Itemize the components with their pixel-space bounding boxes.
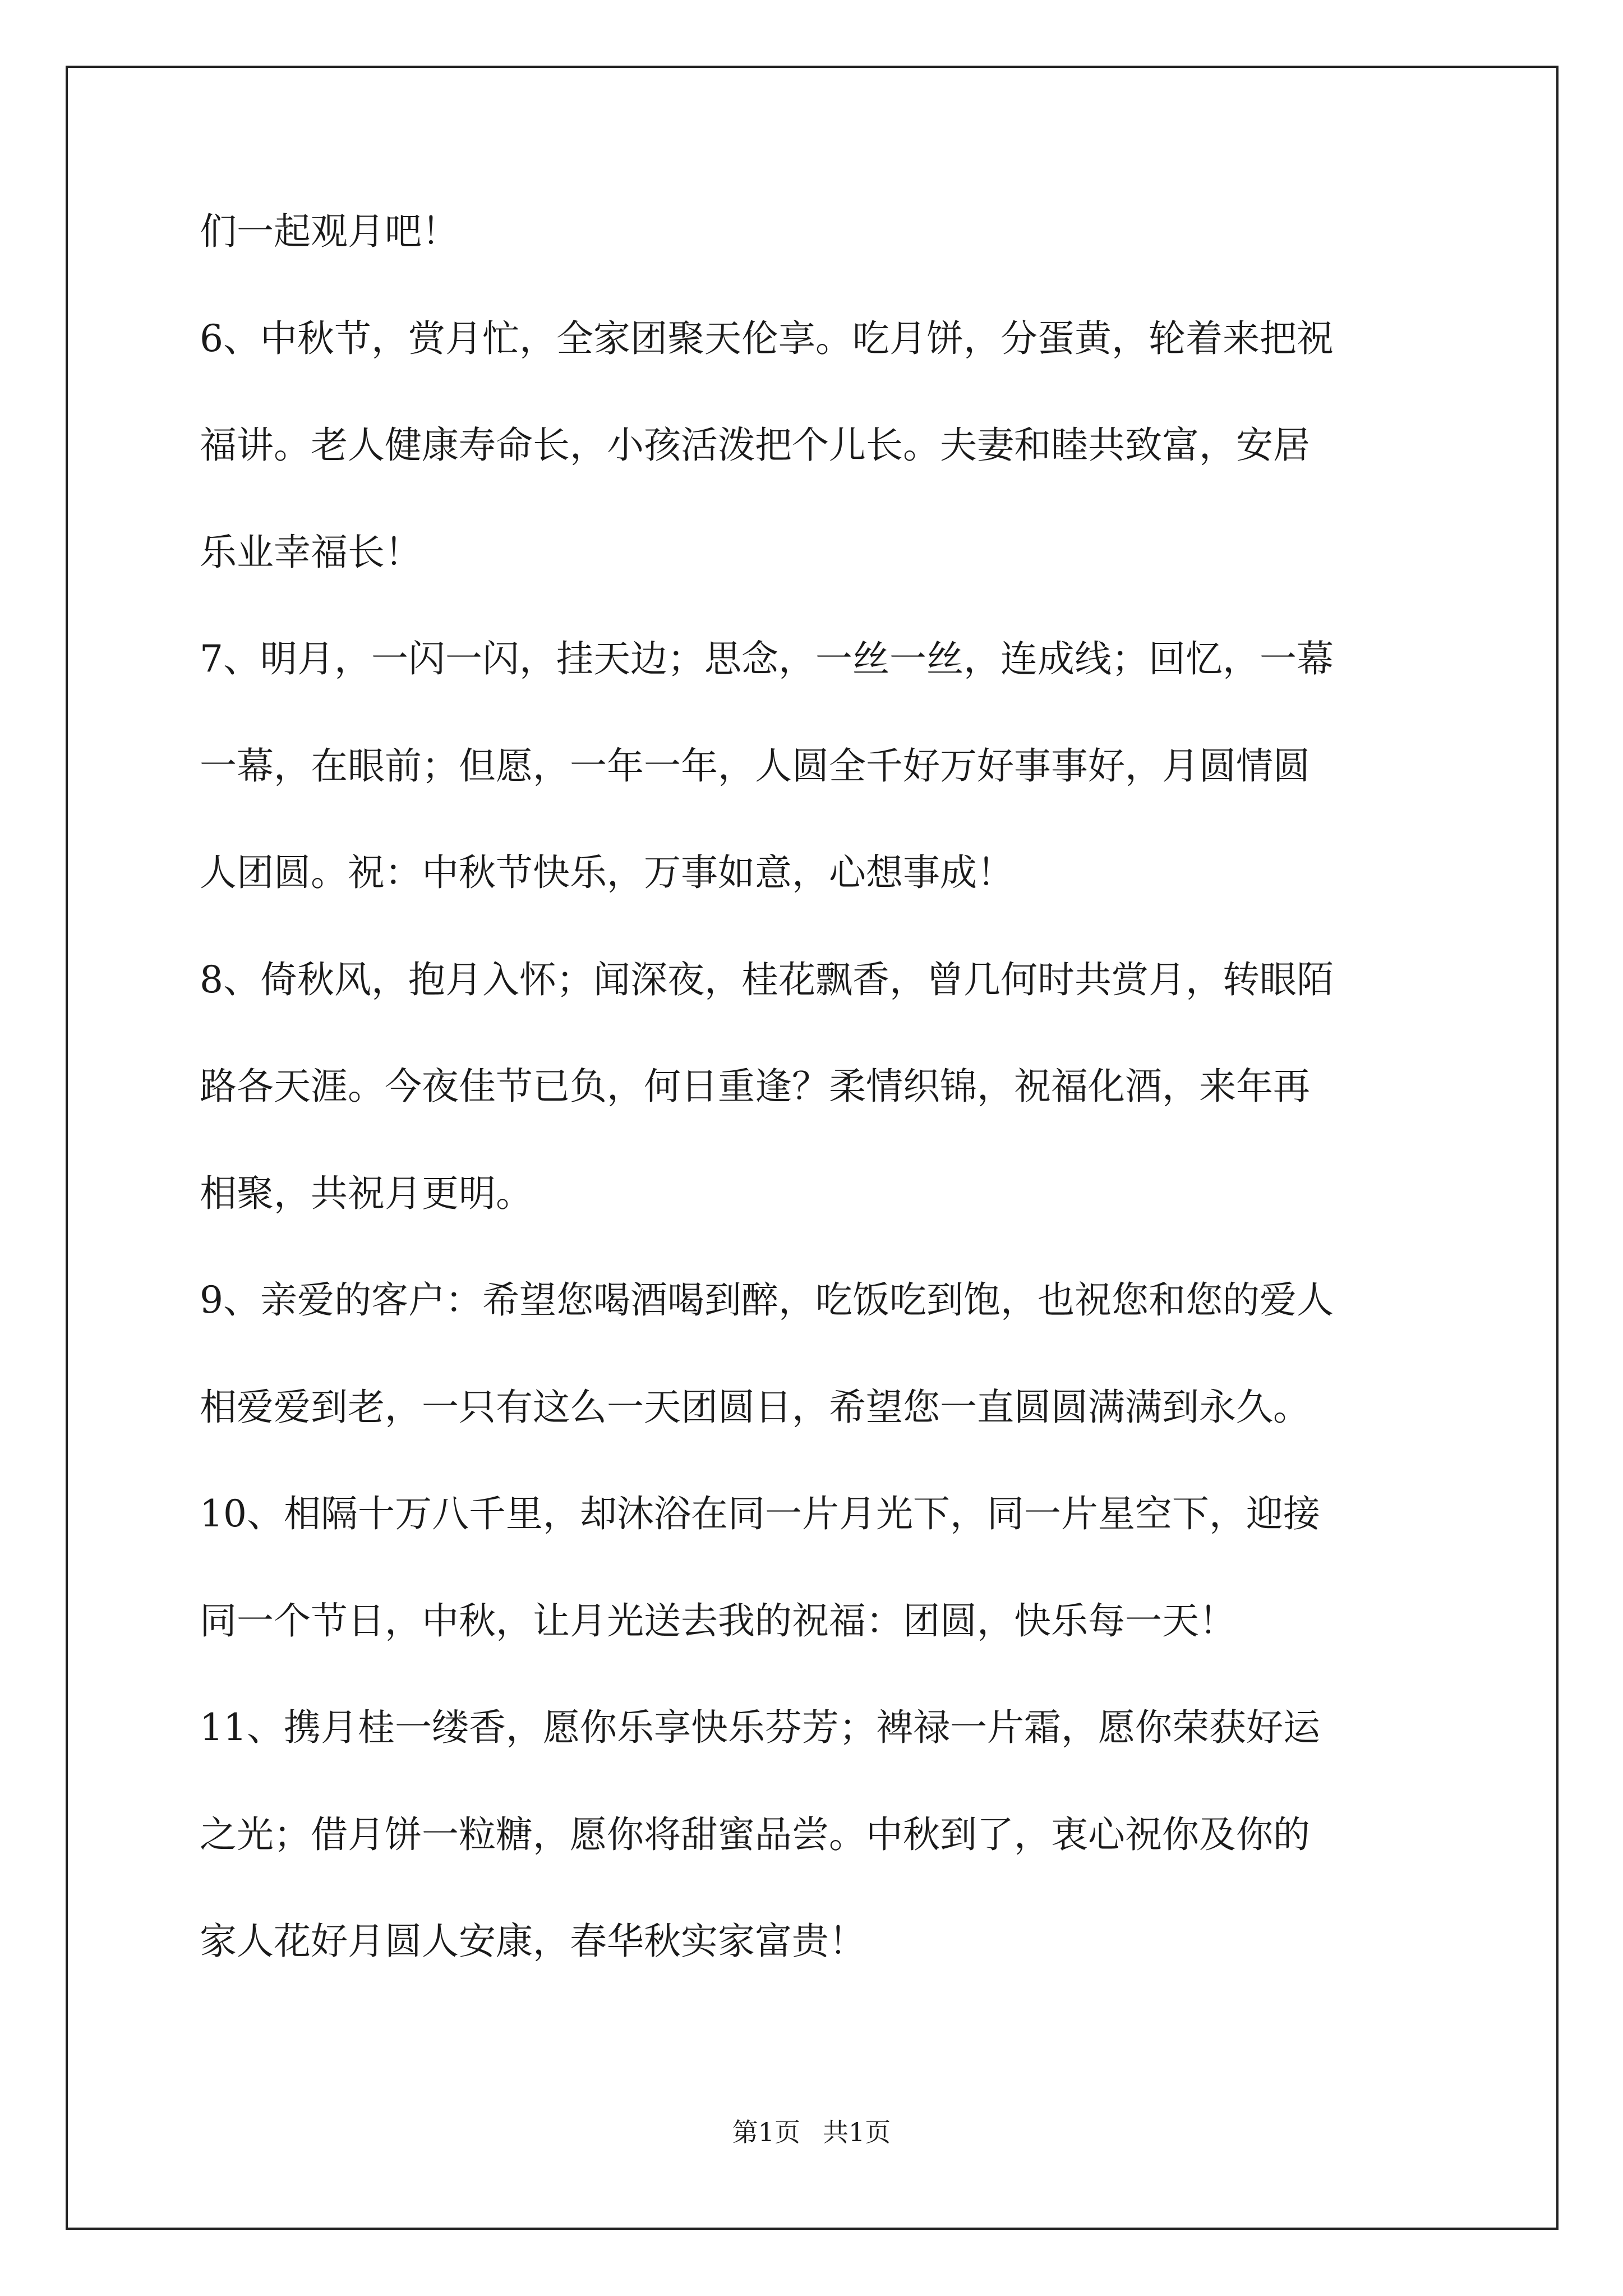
text-line: 10、相隔十万八千里，却沐浴在同一片月光下，同一片星空下，迎接 <box>200 1492 1320 1535</box>
text-line: 相爱爱到老，一只有这么一天团圆日，希望您一直圆圆满满到永久。 <box>200 1385 1310 1429</box>
text-line: 一幕，在眼前；但愿，一年一年，人圆全千好万好事事好，月圆情圆 <box>200 744 1310 788</box>
text-line: 相聚，共祝月更明。 <box>200 1171 533 1215</box>
text-line: 7、明月，一闪一闪，挂天边；思念，一丝一丝，连成线；回忆，一幕 <box>200 637 1334 680</box>
text-line: 人团圆。祝：中秋节快乐，万事如意，心想事成！ <box>200 851 1014 894</box>
text-line: 家人花好月圆人安康，春华秋实家富贵！ <box>200 1920 866 1963</box>
text-line: 同一个节日，中秋，让月光送去我的祝福：团圆，快乐每一天！ <box>200 1599 1236 1642</box>
text-line: 福讲。老人健康寿命长，小孩活泼把个儿长。夫妻和睦共致富，安居 <box>200 424 1310 467</box>
text-line: 路各天涯。今夜佳节已负，何日重逢？柔情织锦，祝福化酒，来年再 <box>200 1065 1310 1108</box>
text-line: 11、携月桂一缕香，愿你乐享快乐芬芳；裨禄一片霜，愿你荣获好运 <box>200 1706 1320 1749</box>
text-line: 6、中秋节，赏月忙，全家团聚天伦享。吃月饼，分蛋黄，轮着来把祝 <box>200 316 1334 360</box>
text-line: 9、亲爱的客户：希望您喝酒喝到醉，吃饭吃到饱，也祝您和您的爱人 <box>200 1278 1334 1322</box>
text-line: 之光；借月饼一粒糖，愿你将甜蜜品尝。中秋到了，衷心祝你及你的 <box>200 1812 1310 1856</box>
page-number-total: 共1页 <box>823 2117 891 2147</box>
text-line: 8、倚秋风，抱月入怀；闻深夜，桂花飘香，曾几何时共赏月，转眼陌 <box>200 958 1334 1001</box>
text-line: 乐业幸福长！ <box>200 530 422 574</box>
text-line: 们一起观月吧！ <box>200 210 459 253</box>
page-number-current: 第1页 <box>732 2117 800 2147</box>
document-body <box>200 210 1433 2030</box>
page-footer <box>0 2119 1623 2145</box>
